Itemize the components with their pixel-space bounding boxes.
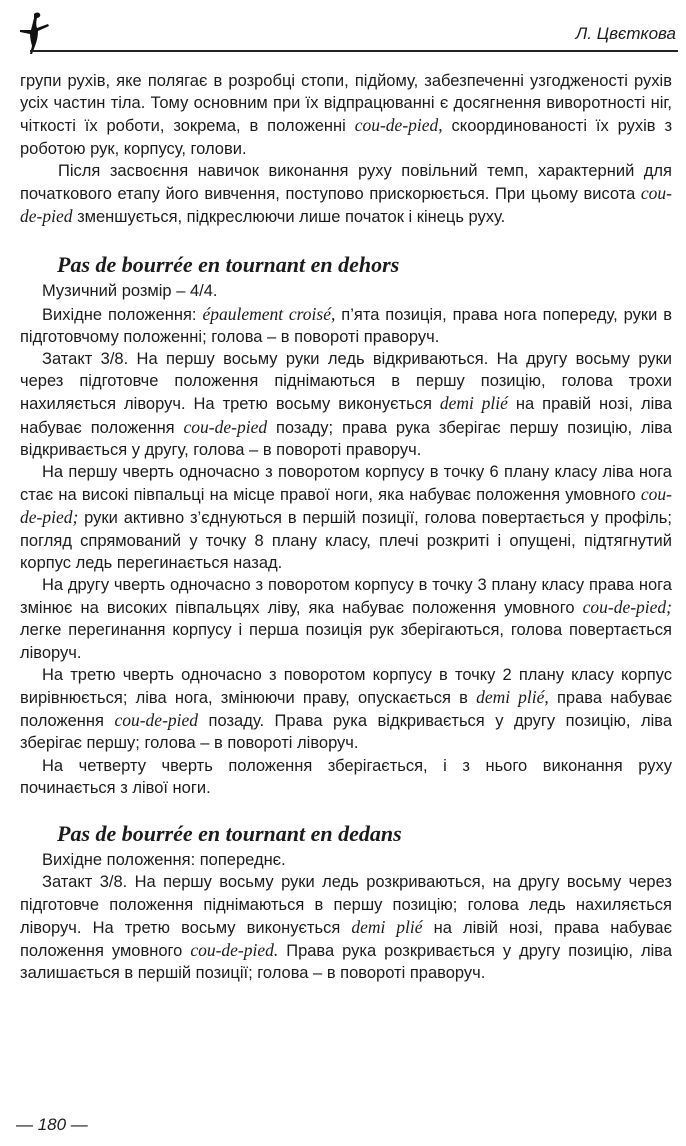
section-heading: Pas de bourrée en tournant en dedans [57,821,402,847]
page-number: — 180 — [16,1115,88,1134]
paragraph: На другу чверть одночасно з поворотом корпусу в точку 3 плану класу права нога змінює на високих півпальцях ліву, яка набуває положення умовного cou-de-pied; легке перегинання корпусу і перша позиція рук зберігаються, голова повертається ліворуч. [20,576,672,662]
paragraph: Після засвоєння навичок виконання руху повільний темп, характерний для початкового етапу його вивчення, поступово прискорюється. При цьому висота cou-de-pied зменшується, підкреслюючи лише початок і кінець руху. [20,161,672,227]
page-header [0,0,686,60]
paragraph: На четверту чверть положення зберігається, і з нього виконання руху починається з лівої ноги. [20,756,672,797]
paragraph: На третю чверть одночасно з поворотом корпусу в точку 2 плану класу корпус вирівнюється; ліва нога, змінюючи праву, опускається в demi plié, права набуває положення cou-de-pied позаду. Права рука відкривається у другу позицію, ліва зберігає першу; голова – в повороті ліворуч. [20,665,673,753]
paragraph: Затакт 3/8. На першу восьму руки ледь розкриваються, на другу восьму через підготовче положення піднімаються в першу позицію; голова ледь нахиляється ліворуч. На третю восьму виконується demi plié на лівій нозі, права набуває положення умовного cou-de-pied. Права рука розкривається у другу позицію, ліва залишається в першій позиції; голова – в повороті праворуч. [20,873,672,983]
paragraph: групи рухів, яке полягає в розробці стопи, підйому, забезпеченні узгодженості рухів усіх частин тіла. Тому основним при їх відпрацюванні є досягнення виворотності ніг, чіткості їх роботи, зокрема, в положенні cou-de-pied, скоординованості їх рухів з роботою рук, корпусу, голови. [20,72,673,158]
section-heading: Pas de bourrée en tournant en dehors [57,252,400,278]
page-body [20,70,672,984]
header-rule [30,50,678,52]
paragraph: На першу чверть одночасно з поворотом корпусу в точку 6 плану класу ліва нога стає на високі півпальці на місце правої ноги, яка набуває положення умовного cou-de-pied; руки активно з’єднуються в першій позиції, голова повертається у профіль; погляд спрямований у точку 8 плану класу, плечі розкриті і опущені, підтягнутий корпус ледь перегинається назад. [20,463,672,572]
ballerina-logo-icon [14,8,54,56]
running-header-author: Л. Цвєткова [575,24,676,43]
paragraph: Вихідне положення: épaulement croisé, п’ята позиція, права нога попереду, руки в підготовчому положенні; голова – в повороті праворуч. [20,303,672,346]
paragraph: Музичний розмір – 4/4. [42,282,218,301]
paragraph: Вихідне положення: попереднє. [42,851,286,870]
paragraph: Затакт 3/8. На першу восьму руки ледь відкриваються. На другу восьму руки через підготовче положення піднімаються в першу позицію, голова трохи нахиляється ліворуч. На третю восьму виконується demi plié на правій нозі, ліва набуває положення cou-de-pied позаду; права рука зберігає першу позицію, ліва відкривається у другу, голова – в повороті праворуч. [20,350,672,459]
